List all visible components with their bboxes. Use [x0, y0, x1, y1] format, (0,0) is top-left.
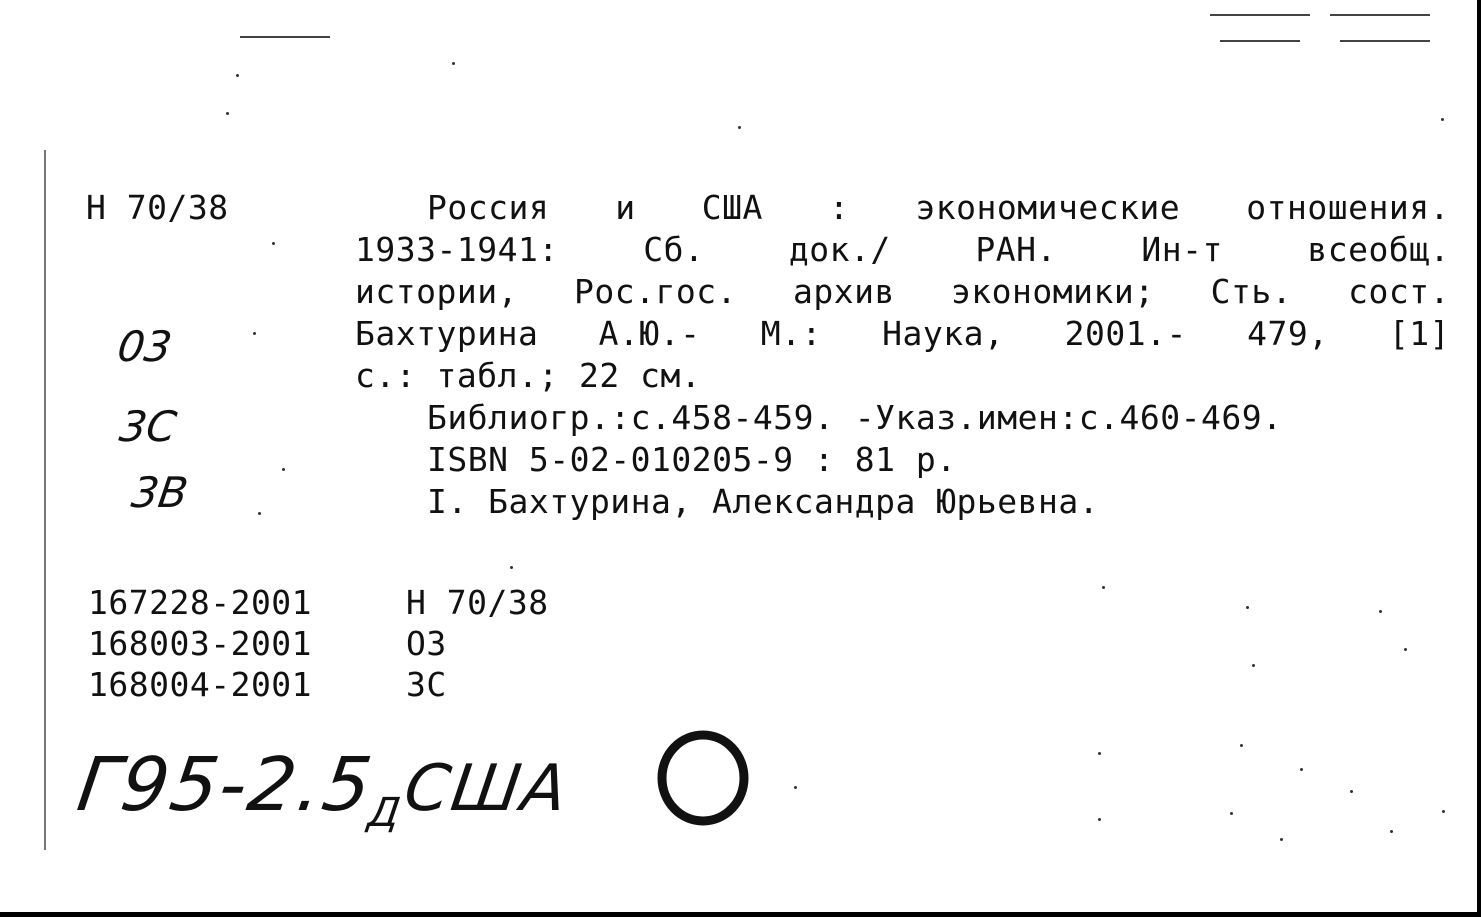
holding-row — [88, 624, 549, 663]
desc-word: Рос.гос. — [574, 272, 737, 311]
handwritten-code-3: 3В — [128, 468, 191, 517]
holding-row — [88, 583, 549, 622]
handwritten-code-1: 03 — [114, 322, 175, 371]
desc-word: Сть. — [1210, 272, 1293, 311]
desc-word: 1933-1941: — [355, 230, 559, 269]
call-number: Н 70/38 — [86, 188, 229, 227]
notes-line: Библиогр.:с.458-459. -Указ.имен:с.460-469. — [427, 398, 1283, 437]
classification-suffix: США — [399, 752, 574, 826]
holding-location: ОЗ — [406, 624, 447, 663]
holding-location: Н 70/38 — [406, 583, 549, 622]
desc-word: [1] — [1388, 314, 1450, 353]
handwritten-code-2: 3С — [116, 402, 180, 451]
desc-word: : — [828, 188, 850, 227]
desc-word: всеобщ. — [1307, 230, 1450, 269]
desc-word: Сб. — [643, 230, 705, 269]
classification-subscript: Д — [365, 789, 405, 836]
handwritten-classification — [71, 742, 574, 836]
description-line-5: с.: табл.; 22 см. — [355, 356, 702, 395]
description-line-4 — [355, 314, 1450, 353]
desc-word: истории, — [355, 272, 518, 311]
holdings-list — [88, 583, 549, 704]
desc-word: 2001.- — [1064, 314, 1187, 353]
classification-main: Г95-2.5 — [72, 742, 379, 828]
desc-word: М.: — [760, 314, 822, 353]
desc-word: отношения. — [1246, 188, 1450, 227]
desc-word: Бахтурина — [355, 314, 539, 353]
desc-word: и — [615, 188, 636, 227]
holding-row — [88, 665, 549, 704]
holding-location: ЗС — [406, 665, 447, 704]
desc-word: 479, — [1247, 314, 1329, 353]
desc-word: Ин-т — [1141, 230, 1223, 269]
desc-word: экономики; — [950, 272, 1155, 311]
desc-word: экономические — [915, 188, 1181, 227]
added-entry-line: I. Бахтурина, Александра Юрьевна. — [427, 482, 1100, 521]
desc-word: док./ — [788, 230, 891, 269]
desc-word: сост. — [1348, 272, 1450, 311]
description-line-2 — [355, 230, 1450, 269]
desc-word: Россия — [427, 188, 550, 227]
desc-word: архив — [793, 272, 895, 311]
desc-word: А.Ю.- — [598, 314, 701, 353]
description-line-3 — [355, 272, 1450, 311]
bibliographic-description — [355, 188, 1450, 521]
circle-mark — [655, 730, 751, 826]
desc-word: Наука, — [882, 314, 1005, 353]
inventory-number: 167228-2001 — [88, 583, 313, 622]
isbn-line: ISBN 5-02-010205-9 : 81 р. — [427, 440, 957, 479]
inventory-number: 168004-2001 — [88, 665, 313, 704]
inventory-number: 168003-2001 — [88, 624, 313, 663]
desc-word: США — [701, 188, 763, 227]
desc-word: РАН. — [975, 230, 1057, 269]
circle-mark-icon — [655, 730, 751, 826]
description-line-1 — [355, 188, 1450, 227]
